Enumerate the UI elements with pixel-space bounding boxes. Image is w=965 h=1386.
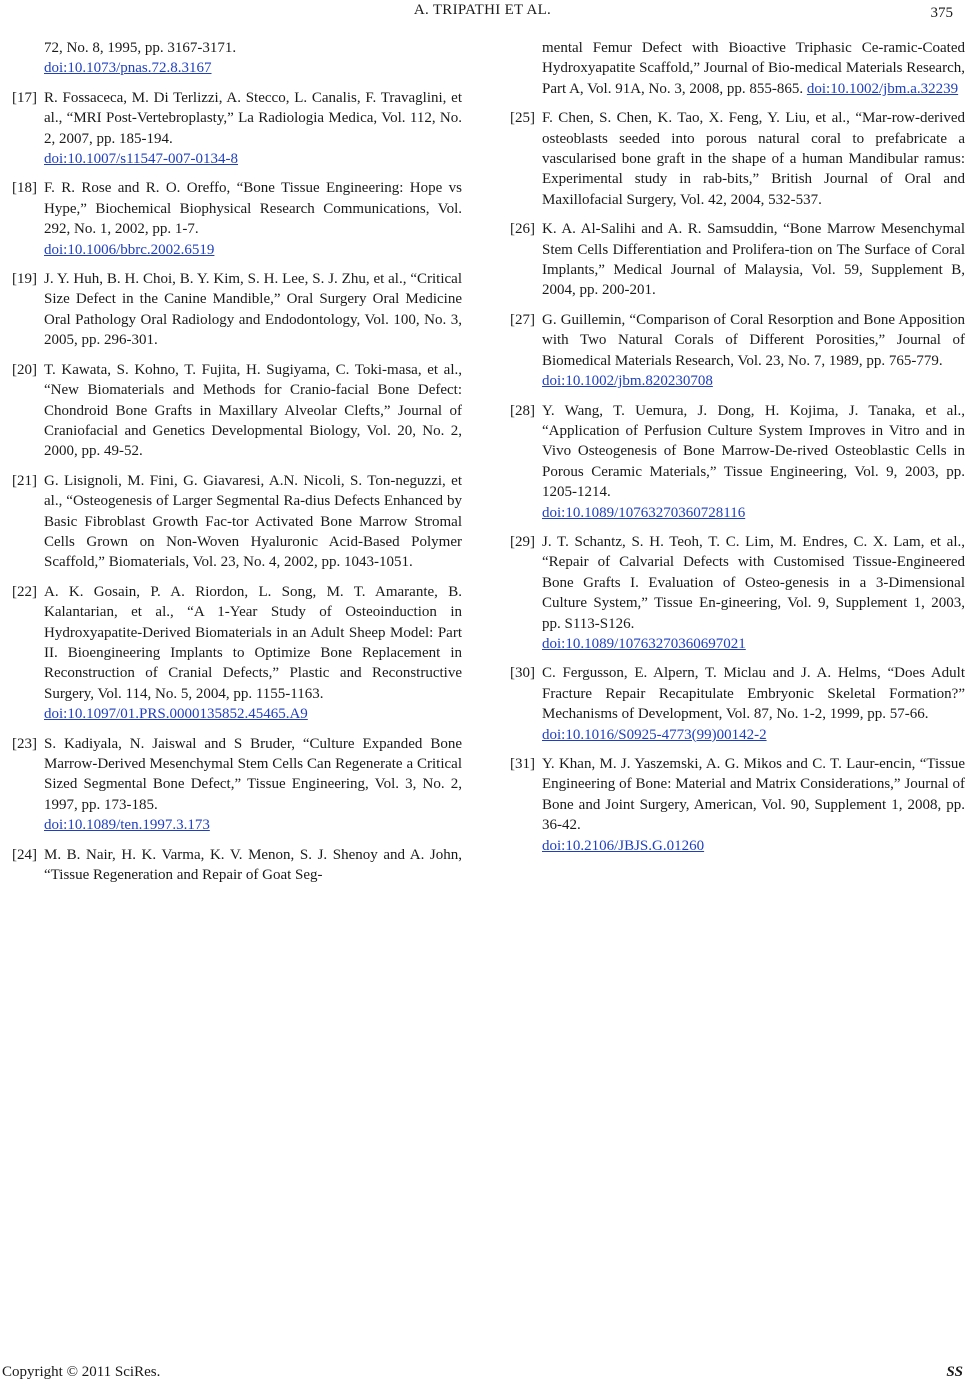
page-number: 375 (930, 5, 953, 21)
reference-28 (510, 401, 965, 523)
reference-24 (12, 845, 462, 886)
page-header (0, 2, 965, 26)
doi-link[interactable]: doi:10.1007/s11547-007-0134-8 (44, 151, 239, 168)
reference-24-continued (510, 38, 965, 99)
reference-number: [21] (12, 472, 37, 489)
doi-link[interactable]: doi:10.1097/01.PRS.0000135852.45465.A9 (44, 706, 308, 723)
reference-text: G. Guillemin, “Comparison of Coral Resorption and Bone Apposition with Two Natural Corals of Different Porosities,” Journal of Biomedical Materials Research, Vol. 23, No. 7, 1989, pp. 765-779. (542, 311, 965, 369)
doi-link[interactable]: doi:10.1016/S0925-4773(99)00142-2 (542, 726, 767, 743)
copyright-notice: Copyright © 2011 SciRes. (2, 1364, 161, 1380)
reference-number: [17] (12, 89, 37, 106)
reference-17 (12, 88, 462, 170)
reference-text: T. Kawata, S. Kohno, T. Fujita, H. Sugiyama, C. Toki-masa, et al., “New Biomaterials and Methods for Cranio-facial Bone Defect: Chondroid Bone Grafts in Maxillary Alveolar Clefts,” Journal of Craniofacial and Genetics Developmental Biology, Vol. 20, No. 2, 2000, pp. 49-52. (44, 361, 462, 460)
reference-21 (12, 471, 462, 573)
reference-text: F. R. Rose and R. O. Oreffo, “Bone Tissue Engineering: Hope vs Hype,” Biochemical Biophysical Research Communications, Vol. 292, No. 1, 2002, pp. 1-7. (44, 180, 462, 238)
page-footer (0, 1364, 965, 1386)
reference-text: Y. Wang, T. Uemura, J. Dong, H. Kojima, J. Tanaka, et al., “Application of Perfusion Culture System Improves in Vitro and in Vivo Osteogenesis of Bone Marrow-De-rived Osteoblastic Cells in Porous Ceramic Materials,” Tissue Engineering, Vol. 9, 2003, pp. 1205-1214. (542, 402, 965, 501)
reference-number: [29] (510, 533, 535, 550)
reference-text: R. Fossaceca, M. Di Terlizzi, A. Stecco, L. Canalis, F. Travaglini, et al., “MRI Post-Vertebroplasty,” La Radiologia Medica, Vol. 112, No. 2, 2007, pp. 185-194. (44, 89, 462, 147)
reference-number: [19] (12, 271, 37, 288)
reference-text: G. Lisignoli, M. Fini, G. Giavaresi, A.N. Nicoli, S. Ton-neguzzi, et al., “Osteogenesis of Larger Segmental Ra-dius Defects Enhanced by Basic Fibroblast Growth Fac-tor Activated Bone Marrow Stromal Cells Grown on Non-Woven Hyaluronic Acid-Based Polymer Scaffold,” Biomaterials, Vol. 23, No. 4, 2002, pp. 1043-1051. (44, 472, 462, 571)
reference-27 (510, 310, 965, 392)
reference-number: [18] (12, 180, 37, 197)
doi-link[interactable]: doi:10.1089/10763270360697021 (542, 635, 746, 652)
reference-number: [28] (510, 402, 535, 419)
right-column (510, 38, 965, 865)
reference-number: [30] (510, 665, 535, 682)
reference-31 (510, 754, 965, 856)
reference-30 (510, 663, 965, 745)
doi-link[interactable]: doi:10.1002/jbm.820230708 (542, 373, 713, 390)
reference-16-continued (12, 38, 462, 79)
reference-18 (12, 178, 462, 260)
reference-25 (510, 108, 965, 210)
reference-26 (510, 219, 965, 301)
reference-text: 72, No. 8, 1995, pp. 3167-3171. (44, 40, 237, 56)
reference-number: [23] (12, 735, 37, 752)
journal-abbreviation: SS (946, 1364, 963, 1380)
reference-text: Y. Khan, M. J. Yaszemski, A. G. Mikos and C. T. Laur-encin, “Tissue Engineering of Bone: Material and Matrix Considerations,” Journal of Bone and Joint Surgery, American, Vol. 90, Supplement 1, 2008, pp. 36-42. (542, 756, 965, 834)
reference-number: [22] (12, 583, 37, 600)
doi-link[interactable]: doi:10.1089/ten.1997.3.173 (44, 817, 210, 834)
doi-link[interactable]: doi:10.2106/JBJS.G.01260 (542, 837, 705, 854)
reference-29 (510, 532, 965, 654)
reference-22 (12, 582, 462, 725)
reference-text: F. Chen, S. Chen, K. Tao, X. Feng, Y. Liu, et al., “Mar-row-derived osteoblasts seeded into porous natural coral to prefabricate a vascularised bone graft in the shape of a human Mandibular ramus: Experimental study in rab-bits,” British Journal of Oral and Maxillofacial Surgery, Vol. 42, 2004, 532-537. (542, 110, 965, 208)
doi-link[interactable]: doi:10.1089/10763270360728116 (542, 504, 746, 521)
reference-23 (12, 734, 462, 836)
reference-text: S. Kadiyala, N. Jaiswal and S Bruder, “Culture Expanded Bone Marrow-Derived Mesenchymal Stem Cells Can Regenerate a Critical Sized Segmental Bone Defect,” Tissue Engineering, Vol. 3, No. 2, 1997, pp. 173-185. (44, 735, 462, 813)
reference-text: mental Femur Defect with Bioactive Triphasic Ce-ramic-Coated Hydroxyapatite Scaffold,” Journal of Bio-medical Materials Research, Part A, Vol. 91A, No. 3, 2008, pp. 855-865. (542, 40, 965, 97)
reference-text: A. K. Gosain, P. A. Riordon, L. Song, M. T. Amarante, B. Kalantarian, et al., “A 1-Year Study of Osteoinduction in Hydroxyapatite-Derived Biomaterials in an Adult Sheep Model: Part II. Bioengineering Implants to Optimize Bone Replacement in Reconstruction of Cranial Defects,” Plastic and Reconstructive Surgery, Vol. 114, No. 5, 2004, pp. 1155-1163. (44, 583, 462, 702)
reference-number: [24] (12, 846, 37, 863)
reference-19 (12, 269, 462, 351)
reference-text: C. Fergusson, E. Alpern, T. Miclau and J. A. Helms, “Does Adult Fracture Repair Recapitulate Embryonic Skeletal Formation?” Mechanisms of Development, Vol. 87, No. 1-2, 1999, pp. 57-66. (542, 665, 965, 723)
left-column (12, 38, 462, 894)
reference-text: K. A. Al-Salihi and A. R. Samsuddin, “Bone Marrow Mesenchymal Stem Cells Differentiation and Prolifera-tion on The Surface of Coral Implants,” Medical Journal of Malaysia, Vol. 59, Supplement B, 2004, pp. 200-201. (542, 221, 965, 299)
reference-number: [20] (12, 361, 37, 378)
reference-number: [31] (510, 756, 535, 772)
running-title: A. TRIPATHI ET AL. (413, 2, 552, 18)
doi-link[interactable]: doi:10.1073/pnas.72.8.3167 (44, 60, 212, 77)
reference-number: [25] (510, 110, 535, 127)
reference-number: [27] (510, 311, 535, 328)
reference-text: J. Y. Huh, B. H. Choi, B. Y. Kim, S. H. Lee, S. J. Zhu, et al., “Critical Size Defect in the Canine Mandible,” Oral Surgery Oral Medicine Oral Pathology Oral Radiology and Endodontology, Vol. 100, No. 3, 2005, pp. 296-301. (44, 271, 462, 349)
doi-link[interactable]: doi:10.1006/bbrc.2002.6519 (44, 241, 215, 258)
doi-link[interactable]: doi:10.1002/jbm.a.32239 (806, 80, 959, 97)
reference-text: M. B. Nair, H. K. Varma, K. V. Menon, S. J. Shenoy and A. John, “Tissue Regeneration and Repair of Goat Seg- (44, 846, 462, 884)
reference-text: J. T. Schantz, S. H. Teoh, T. C. Lim, M. Endres, C. X. Lam, et al., “Repair of Calvarial Defects with Customised Tissue-Engineered Bone Grafts I. Evaluation of Osteo-genesis in a 3-Dimensional Culture System,” Tissue En-gineering, Vol. 9, Supplement 1, 2003, pp. S113-S126. (542, 533, 965, 632)
reference-number: [26] (510, 221, 535, 238)
reference-20 (12, 360, 462, 462)
